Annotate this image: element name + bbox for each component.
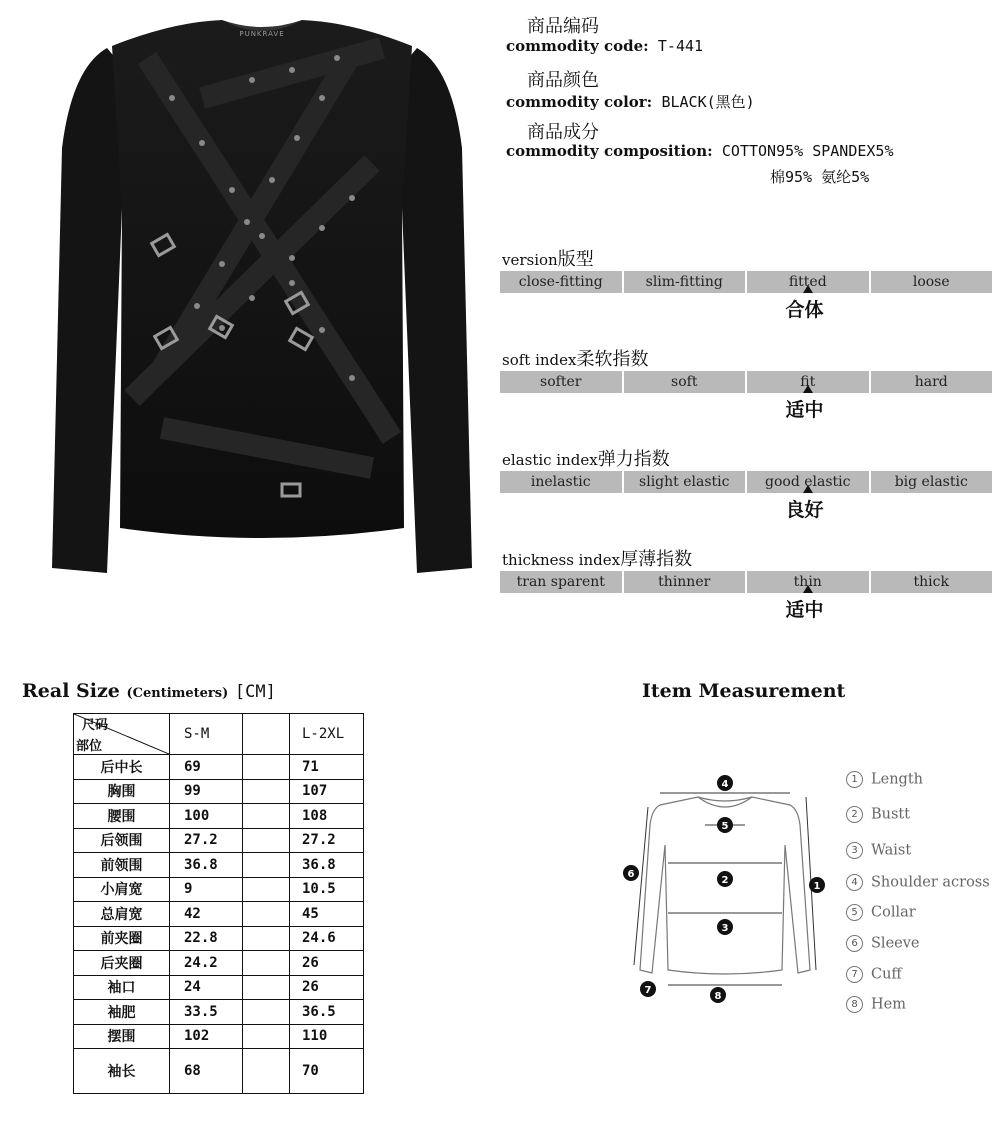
table-row: [74, 951, 364, 976]
size-cell-v2: 36.5: [290, 1000, 364, 1025]
legend-item: [846, 996, 906, 1013]
size-cell-gap: [243, 755, 290, 780]
index-option: big elastic: [871, 471, 993, 493]
commodity-color-line: [506, 91, 755, 112]
table-row: [74, 975, 364, 1000]
size-cell-part: 小肩宽: [74, 877, 170, 902]
svg-text:2: 2: [721, 875, 729, 886]
commodity-color-heading: 商品颜色: [527, 70, 599, 91]
size-cell-part: 袖口: [74, 975, 170, 1000]
index-title-en: thickness index: [502, 551, 621, 569]
size-cell-gap: [243, 779, 290, 804]
size-header-corner: [74, 714, 170, 755]
legend-number: 1: [846, 771, 863, 788]
svg-text:4: 4: [721, 779, 729, 790]
legend-number: 4: [846, 874, 863, 891]
commodity-code-heading: 商品编码: [527, 16, 599, 37]
index-title-cn: 版型: [557, 249, 594, 270]
table-row: [74, 779, 364, 804]
size-cell-part: 袖肥: [74, 1000, 170, 1025]
size-cell-v2: 70: [290, 1049, 364, 1094]
size-cell-part: 腰围: [74, 804, 170, 829]
size-cell-v1: 22.8: [170, 926, 243, 951]
legend-item: [846, 806, 910, 823]
measurement-diagram: [620, 765, 830, 1010]
legend-item: [846, 771, 923, 788]
index-option: loose: [871, 271, 993, 293]
legend-label: Length: [871, 771, 923, 788]
marker-8: [710, 987, 726, 1003]
index-title: [502, 445, 670, 471]
measurement-title: Item Measurement: [642, 680, 846, 702]
commodity-composition-cn-line: [766, 166, 869, 187]
commodity-code-line: [506, 37, 703, 55]
size-table-title: [22, 680, 276, 702]
size-cell-v1: 24: [170, 975, 243, 1000]
svg-text:5: 5: [721, 821, 729, 832]
commodity-composition-value-cn: 棉95% 氨纶5%: [770, 168, 870, 186]
size-cell-v2: 10.5: [290, 877, 364, 902]
commodity-code-value: T-441: [657, 37, 704, 55]
size-cell-v1: 100: [170, 804, 243, 829]
size-cell-part: 后领围: [74, 828, 170, 853]
commodity-code-label: commodity code:: [506, 37, 649, 55]
legend-label: Bustt: [871, 806, 911, 823]
marker-5: [717, 817, 733, 833]
size-cell-v2: 71: [290, 755, 364, 780]
commodity-color-label: commodity color:: [506, 93, 653, 111]
index-title: [502, 245, 594, 271]
index-title-cn: 弹力指数: [597, 449, 670, 470]
svg-text:3: 3: [721, 923, 729, 934]
legend-number: 5: [846, 904, 863, 921]
marker-3: [717, 919, 733, 935]
index-scale-bar: [500, 271, 992, 293]
size-cell-v2: 27.2: [290, 828, 364, 853]
svg-text:1: 1: [813, 881, 821, 892]
size-cell-v1: 69: [170, 755, 243, 780]
index-option: inelastic: [500, 471, 622, 493]
size-cell-v2: 26: [290, 951, 364, 976]
index-option: fitted: [747, 271, 869, 293]
index-option: fit: [747, 371, 869, 393]
legend-number: 2: [846, 806, 863, 823]
table-row: [74, 1049, 364, 1094]
product-photo: [52, 8, 472, 608]
size-cell-v1: 9: [170, 877, 243, 902]
size-cell-v1: 33.5: [170, 1000, 243, 1025]
size-cell-v2: 110: [290, 1024, 364, 1049]
size-cell-v1: 36.8: [170, 853, 243, 878]
index-option: softer: [500, 371, 622, 393]
size-cell-part: 前夹圈: [74, 926, 170, 951]
index-option: hard: [871, 371, 993, 393]
legend-number: 8: [846, 996, 863, 1013]
svg-text:6: 6: [627, 869, 635, 880]
header-part-label: 部位: [76, 739, 103, 754]
size-cell-v1: 102: [170, 1024, 243, 1049]
index-option: close-fitting: [500, 271, 622, 293]
size-cell-v1: 99: [170, 779, 243, 804]
size-cell-v2: 108: [290, 804, 364, 829]
selected-value-label: 适中: [785, 399, 824, 421]
marker-4: [717, 775, 733, 791]
commodity-color-value: BLACK(黑色): [661, 93, 755, 111]
size-cell-part: 总肩宽: [74, 902, 170, 927]
selected-indicator-arrow: [803, 585, 813, 593]
index-option: thin: [747, 571, 869, 593]
marker-2: [717, 871, 733, 887]
size-cell-gap: [243, 828, 290, 853]
index-scale-bar: [500, 571, 992, 593]
size-cell-part: 袖长: [74, 1049, 170, 1094]
column-header-l-2xl: L-2XL: [290, 714, 364, 755]
legend-item: [846, 874, 990, 891]
size-title-units: (Centimeters): [126, 686, 229, 701]
size-cell-v2: 45: [290, 902, 364, 927]
size-cell-gap: [243, 877, 290, 902]
size-cell-v2: 26: [290, 975, 364, 1000]
size-cell-gap: [243, 926, 290, 951]
selected-value-label: 合体: [785, 299, 824, 321]
size-cell-gap: [243, 853, 290, 878]
selected-indicator-arrow: [803, 485, 813, 493]
selected-indicator-arrow: [803, 385, 813, 393]
index-title-en: soft index: [502, 351, 577, 369]
index-option: slight elastic: [624, 471, 746, 493]
size-cell-v1: 42: [170, 902, 243, 927]
legend-label: Sleeve: [871, 935, 920, 952]
size-cell-part: 前领围: [74, 853, 170, 878]
index-title: [502, 545, 692, 571]
size-cell-part: 胸围: [74, 779, 170, 804]
index-option: thick: [871, 571, 993, 593]
legend-label: Collar: [871, 904, 916, 921]
column-gap: [243, 714, 290, 755]
table-row: [74, 902, 364, 927]
table-row: [74, 1000, 364, 1025]
size-cell-gap: [243, 1024, 290, 1049]
size-table-header-row: [74, 714, 364, 755]
index-scale-bar: [500, 471, 992, 493]
column-header-s-m: S-M: [170, 714, 243, 755]
index-option: soft: [624, 371, 746, 393]
table-row: [74, 828, 364, 853]
table-row: [74, 926, 364, 951]
size-title-main: Real Size: [22, 680, 120, 702]
size-cell-gap: [243, 975, 290, 1000]
size-cell-gap: [243, 902, 290, 927]
legend-item: [846, 842, 911, 859]
size-cell-gap: [243, 1000, 290, 1025]
index-title-cn: 柔软指数: [576, 349, 649, 370]
commodity-composition-label: commodity composition:: [506, 142, 713, 160]
size-cell-gap: [243, 1049, 290, 1094]
legend-item: [846, 966, 902, 983]
index-option: tran sparent: [500, 571, 622, 593]
index-option: thinner: [624, 571, 746, 593]
table-row: [74, 1024, 364, 1049]
size-table: [73, 713, 364, 1094]
size-cell-v2: 107: [290, 779, 364, 804]
table-row: [74, 755, 364, 780]
size-cell-v1: 27.2: [170, 828, 243, 853]
index-scale-bar: [500, 371, 992, 393]
legend-label: Shoulder across: [871, 874, 990, 891]
index-option: good elastic: [747, 471, 869, 493]
size-cell-part: 后中长: [74, 755, 170, 780]
commodity-composition-value: COTTON95% SPANDEX5%: [721, 142, 894, 160]
selected-value-label: 适中: [785, 599, 824, 621]
size-cell-v2: 24.6: [290, 926, 364, 951]
size-cell-v1: 68: [170, 1049, 243, 1094]
size-cell-part: 摆围: [74, 1024, 170, 1049]
legend-label: Waist: [871, 842, 912, 859]
legend-label: Cuff: [871, 966, 902, 983]
svg-text:7: 7: [644, 985, 652, 996]
size-title-cm: [CM]: [234, 682, 276, 702]
size-cell-part: 后夹圈: [74, 951, 170, 976]
table-row: [74, 804, 364, 829]
marker-1: [809, 877, 825, 893]
legend-label: Hem: [871, 996, 906, 1013]
marker-7: [640, 981, 656, 997]
header-size-label: 尺码: [82, 718, 109, 733]
selected-indicator-arrow: [803, 285, 813, 293]
selected-value-label: 良好: [785, 499, 824, 521]
size-cell-v1: 24.2: [170, 951, 243, 976]
commodity-composition-line: [506, 142, 894, 160]
legend-number: 3: [846, 842, 863, 859]
index-option: slim-fitting: [624, 271, 746, 293]
marker-6: [623, 865, 639, 881]
brand-label: PUNKRAVE: [239, 30, 285, 38]
table-row: [74, 853, 364, 878]
svg-text:8: 8: [714, 991, 722, 1002]
index-title-en: elastic index: [502, 451, 598, 469]
size-cell-v2: 36.8: [290, 853, 364, 878]
size-cell-gap: [243, 951, 290, 976]
commodity-composition-heading: 商品成分: [527, 122, 599, 143]
table-row: [74, 877, 364, 902]
legend-item: [846, 935, 920, 952]
index-title-cn: 厚薄指数: [620, 549, 693, 570]
index-title: [502, 345, 648, 371]
legend-number: 6: [846, 935, 863, 952]
size-cell-gap: [243, 804, 290, 829]
legend-number: 7: [846, 966, 863, 983]
legend-item: [846, 904, 916, 921]
index-title-en: version: [502, 251, 558, 269]
